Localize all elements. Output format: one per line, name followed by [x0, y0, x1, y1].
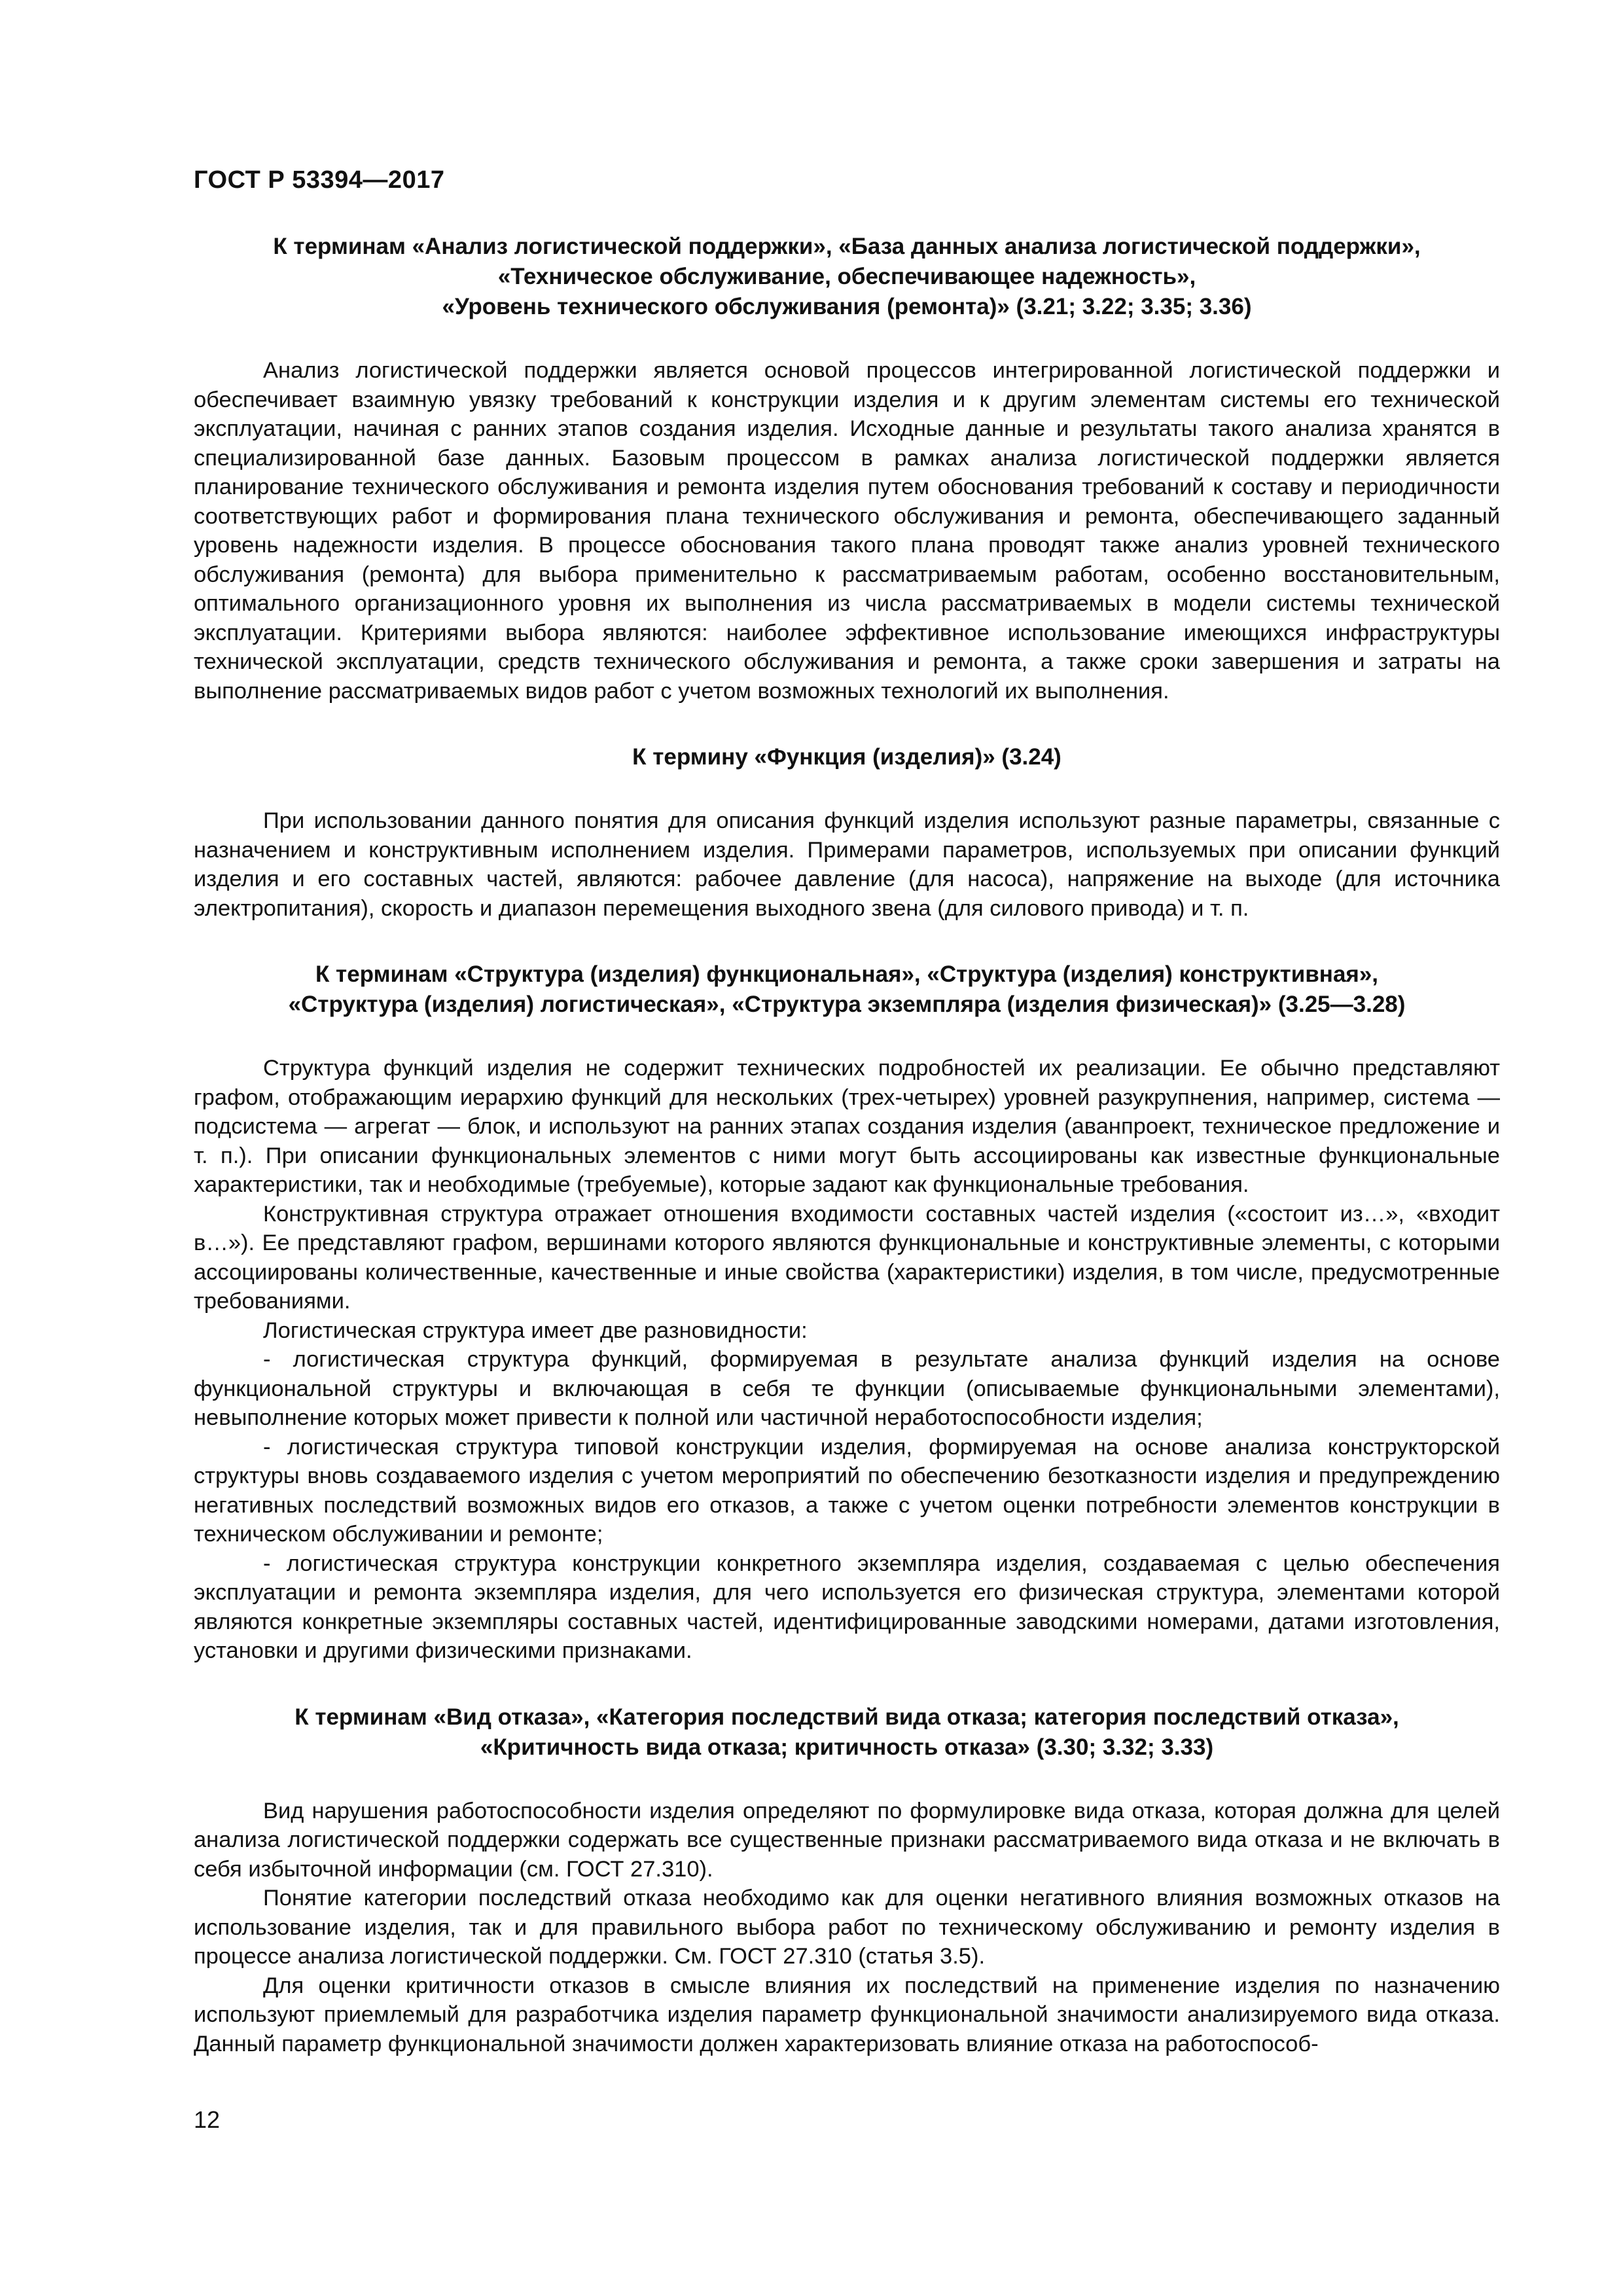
- paragraph: Структура функций изделия не содержит технических подробностей их реализации. Ее обычно представляют графом, отображающим иерархию функций для нескольких (трех-четырех) уровней разукрупнения, например, система — подсистема — агрегат — блок, и используют на ранних этапах создания изделия (аванпроект, техническое предложение и т. п.). При описании функциональных элементов с ними могут быть ассоциированы как известные функциональные характеристики, так и необходимые (требуемые), которые задают как функциональные требования.: [194, 1056, 1500, 1197]
- paragraph: Логистическая структура имеет две разновидности:: [263, 1318, 808, 1343]
- page-number: 12: [194, 2106, 221, 2133]
- paragraph: Вид нарушения работоспособности изделия определяют по формулировке вида отказа, которая должна для целей анализа логистической поддержки содержать все существенные признаки рассматриваемого вида отказа и не включать в себя избыточной информации (см. ГОСТ 27.310).: [194, 1798, 1500, 1882]
- section-heading: [194, 1702, 1500, 1763]
- document-body: [194, 232, 1500, 2095]
- document-id-header: ГОСТ Р 53394—2017: [194, 166, 445, 194]
- paragraph: При использовании данного понятия для описания функций изделия используют разные параметры, связанные с назначением и конструктивным исполнением изделия. Примерами параметров, используемых при описании функций изделия и его составных частей, являются: рабочее давление (для насоса), напряжение на выходе (для источника электропитания), скорость и диапазон перемещения выходного звена (для силового привода) и т. п.: [194, 808, 1500, 921]
- heading-line: «Структура (изделия) логистическая», «Структура экземпляра (изделия физическая)» (3.25—3.28): [288, 992, 1406, 1017]
- section-heading: [194, 960, 1500, 1020]
- section-structure: [194, 960, 1500, 1666]
- paragraph: Понятие категории последствий отказа необходимо как для оценки негативного влияния возможных отказов на использование изделия, так и для правильного выбора работ по техническому обслуживанию и ремонту изделия в процессе анализа логистической поддержки. См. ГОСТ 27.310 (статья 3.5).: [194, 1886, 1500, 1969]
- section-heading: [194, 232, 1500, 322]
- section-failure-mode: [194, 1702, 1500, 2059]
- section-logistic-support: [194, 232, 1500, 706]
- heading-line: «Критичность вида отказа; критичность отказа» (3.30; 3.32; 3.33): [480, 1734, 1214, 1760]
- section-function: [194, 742, 1500, 923]
- section-heading: [194, 742, 1500, 772]
- list-item: - логистическая структура функций, формируемая в результате анализа функций изделия на основе функциональной структуры и включающая в себя те функции (описываемые функциональными элементами), невыполнение которых может привести к полной или частичной неработоспособности изделия;: [194, 1347, 1500, 1430]
- heading-line: К терминам «Вид отказа», «Категория последствий вида отказа; категория последствий отказа»,: [294, 1704, 1399, 1730]
- heading-line: К терминам «Структура (изделия) функциональная», «Структура (изделия) конструктивная»,: [315, 961, 1379, 987]
- heading-line: К терминам «Анализ логистической поддержки», «База данных анализа логистической поддержки»,: [273, 234, 1421, 259]
- paragraph: Для оценки критичности отказов в смысле влияния их последствий на применение изделия по назначению используют приемлемый для разработчика изделия параметр функциональной значимости анализируемого вида отказа. Данный параметр функциональной значимости должен характеризовать влияние отказа на работоспособ-: [194, 1973, 1500, 2056]
- paragraph: Конструктивная структура отражает отношения входимости составных частей изделия («состоит из…», «входит в…»). Ее представляют графом, вершинами которого являются функциональные и конструктивные элементы, с которыми ассоциированы количественные, качественные и иные свойства (характеристики) изделия, в том числе, предусмотренные требованиями.: [194, 1201, 1500, 1314]
- heading-line: К термину «Функция (изделия)» (3.24): [632, 744, 1061, 770]
- paragraph: Анализ логистической поддержки является основой процессов интегрированной логистической поддержки и обеспечивает взаимную увязку требований к конструкции изделия и к другим элементам системы его технической эксплуатации, начиная с ранних этапов создания изделия. Исходные данные и результаты такого анализа хранятся в специализированной базе данных. Базовым процессом в рамках анализа логистической поддержки является планирование технического обслуживания и ремонта изделия путем обоснования требований к составу и периодичности соответствующих работ и формирования плана технического обслуживания и ремонта, обеспечивающего заданный уровень надежности изделия. В процессе обоснования такого плана проводят также анализ уровней технического обслуживания (ремонта) для выбора применительно к рассматриваемым работам, особенно восстановительным, оптимального организационного уровня их выполнения из числа рассматриваемых в модели системы технической эксплуатации. Критериями выбора являются: наиболее эффективное использование имеющихся инфраструктуры технической эксплуатации, средств технического обслуживания и ремонта, а также сроки завершения и затраты на выполнение рассматриваемых видов работ с учетом возможных технологий их выполнения.: [194, 358, 1500, 704]
- heading-line: «Техническое обслуживание, обеспечивающее надежность»,: [497, 264, 1196, 289]
- list-item: - логистическая структура типовой конструкции изделия, формируемая на основе анализа конструкторской структуры вновь создаваемого изделия с учетом мероприятий по обеспечению безотказности изделия и предупреждению негативных последствий возможных видов его отказов, а также с учетом оценки потребности элементов конструкции в техническом обслуживании и ремонте;: [194, 1434, 1500, 1547]
- list-item: - логистическая структура конструкции конкретного экземпляра изделия, создаваемая с целью обеспечения эксплуатации и ремонта экземпляра изделия, для чего используется его физическая структура, элементами которой являются конкретные экземпляры составных частей, идентифицированные заводскими номерами, датами изготовления, установки и другими физическими признаками.: [194, 1551, 1500, 1663]
- heading-line: «Уровень технического обслуживания (ремонта)» (3.21; 3.22; 3.35; 3.36): [442, 294, 1252, 319]
